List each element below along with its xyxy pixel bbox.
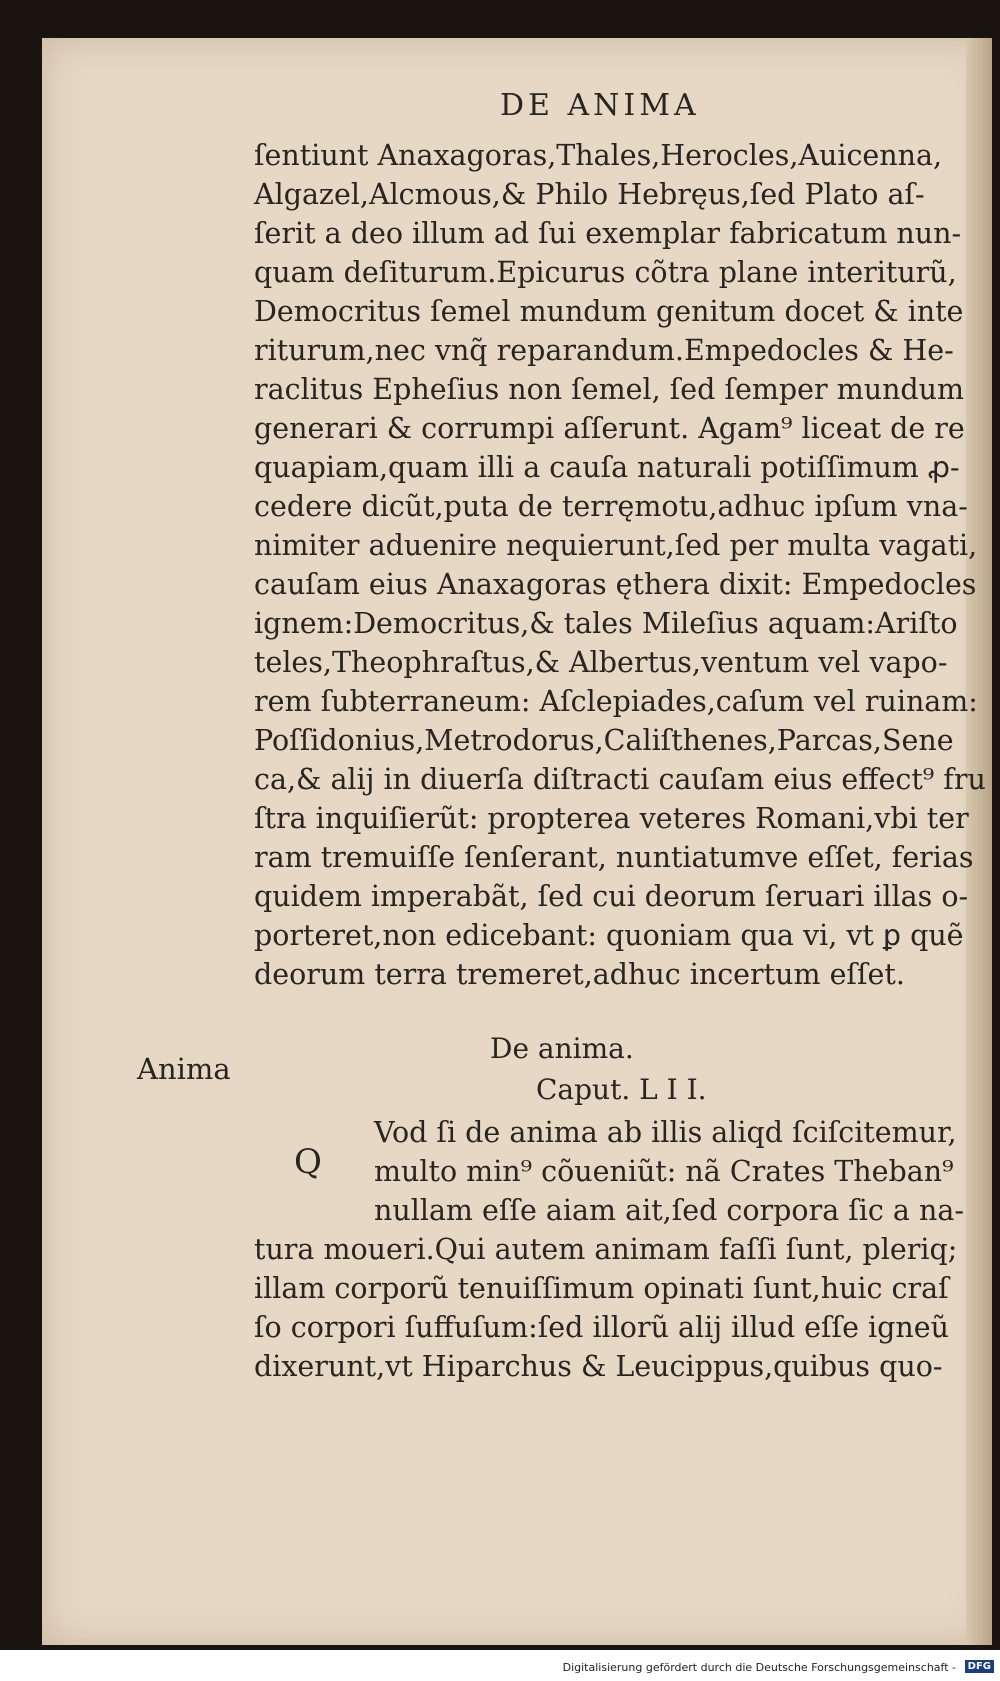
text-line: ſerit a deo illum ad ſui exemplar fabricatum nun- (254, 217, 962, 250)
text-line: Algazel,Alcmous,& Philo Hebręus,ſed Plato aſ- (254, 178, 925, 211)
running-head: DE ANIMA (500, 88, 700, 123)
text-line-content: Vod ſi de anima ab illis aliqd ſciſcitemur, (374, 1116, 957, 1149)
text-line: deorum terra tremeret,adhuc incertum eſſet. (254, 958, 905, 991)
text-line: ſtra inquiſierũt: propterea veteres Romani,vbi ter (254, 802, 969, 835)
text-line: generari & corrumpi aſſerunt. Agam⁹ liceat de re (254, 412, 965, 445)
text-line-content: multo min⁹ cõueniũt: nã Crates Theban⁹ (374, 1155, 954, 1188)
text-line: riturum,nec vnq̃ reparandum.Empedocles & He- (254, 334, 954, 367)
text-line: rem ſubterraneum: Aſclepiades,caſum vel ruinam: (254, 685, 978, 718)
section-heading: De anima. (490, 1032, 634, 1065)
text-line: quidem imperabãt, ſed cui deorum ſeruari illas o- (254, 880, 969, 913)
text-line-content: nullam eſſe aiam ait,ſed corpora ſic a na- (374, 1194, 964, 1227)
text-line: illam corporũ tenuiſſimum opinati ſunt,huic craſ (254, 1272, 949, 1305)
text-line (254, 1191, 964, 1230)
text-line: raclitus Epheſius non ſemel, ſed ſemper mundum (254, 373, 965, 406)
margin-note: Anima (137, 1052, 231, 1086)
text-line: teles,Theophraſtus,& Albertus,ventum vel vapo- (254, 646, 948, 679)
text-line (254, 1152, 964, 1191)
text-line: cauſam eius Anaxagoras ęthera dixit: Empedocles (254, 568, 977, 601)
text-line: ignem:Democritus,& tales Mileſius aquam:Ariſto (254, 607, 958, 640)
text-line: Democritus ſemel mundum genitum docet & inte (254, 295, 964, 328)
text-line: nimiter aduenire nequierunt,ſed per multa vagati, (254, 529, 978, 562)
text-line: dixerunt,vt Hiparchus & Leucippus,quibus quo- (254, 1350, 943, 1383)
text-line: cedere dicũt,puta de terręmotu,adhuc ipſum vna- (254, 490, 968, 523)
text-line: quapiam,quam illi a cauſa naturali potiſſimum ꝓ- (254, 451, 960, 484)
text-line (254, 1113, 964, 1152)
funding-credit: Digitalisierung gefördert durch die Deutsche Forschungsgemeinschaft - (562, 1661, 956, 1674)
chapter-heading: Caput. L I I. (536, 1073, 707, 1106)
text-line: Poſſidonius,Metrodorus,Caliſthenes,Parcas,Sene (254, 724, 954, 757)
text-line: tura moueri.Qui autem animam faſſi ſunt, pleriq; (254, 1233, 958, 1266)
text-line: porteret,non edicebant: quoniam qua vi, vt ꝑ quẽ (254, 919, 964, 952)
text-line: ſentiunt Anaxagoras,Thales,Herocles,Auicenna, (254, 139, 943, 172)
text-line: ca,& alij in diuerſa diſtracti cauſam eius effect⁹ fru (254, 763, 986, 796)
dfg-logo-icon: DFG (965, 1660, 994, 1673)
text-block-2 (254, 1113, 964, 1386)
text-block-1 (254, 136, 986, 994)
text-line: ram tremuiſſe ſenſerant, nuntiatumve eſſet, ferias (254, 841, 974, 874)
text-line: quam deſiturum.Epicurus cõtra plane interiturũ, (254, 256, 957, 289)
text-line: ſo corpori ſuffuſum:ſed illorũ alij illud eſſe igneũ (254, 1311, 949, 1344)
drop-initial: Q (294, 1142, 322, 1182)
footer-bar (0, 1656, 1000, 1681)
